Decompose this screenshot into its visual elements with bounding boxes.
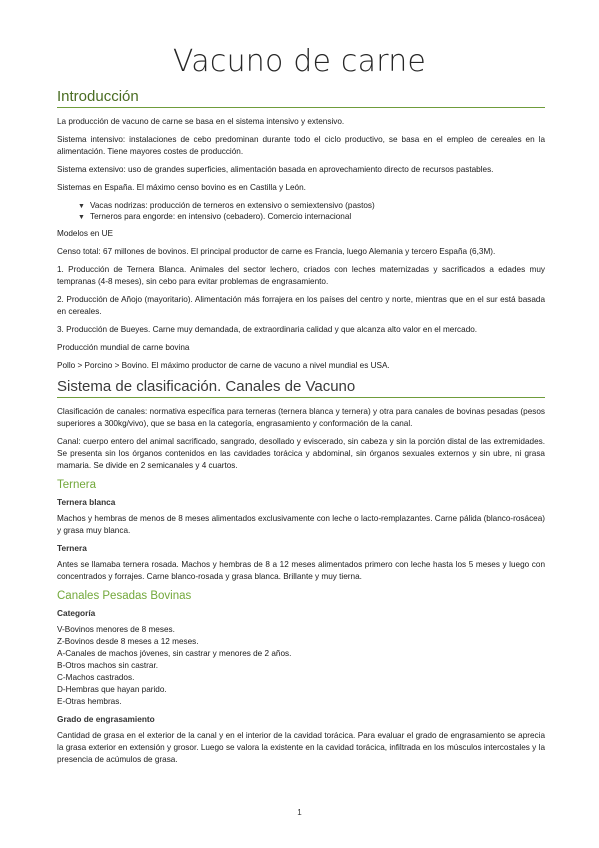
category-line: E-Otras hembras. (57, 697, 122, 706)
list-item-text: Terneros para engorde: en intensivo (cebadero). Comercio internacional (90, 212, 352, 221)
category-line: B-Otros machos sin castrar. (57, 661, 159, 670)
paragraph: Modelos en UE (57, 229, 113, 238)
paragraph: Censo total: 67 millones de bovinos. El principal productor de carne es Francia, luego Alemania y tercero España (6,3M). (57, 247, 496, 256)
document-body (57, 88, 545, 772)
subheading-ternera-blanca: Ternera blanca (57, 497, 116, 507)
category-line: Z-Bovinos desde 8 meses a 12 meses. (57, 637, 199, 646)
paragraph: Canal: cuerpo entero del animal sacrificado, sangrado, desollado y eviscerado, sin cabeza y sin la porción distal de las extremidades. Se presenta sin los órganos contenidos en las cavidades torácica y abdominal, sin órganos sexuales externos y sin ubre, ni grasa mamaria. Se divide en 2 semicanales y 4 cuartos. (57, 437, 545, 470)
paragraph: Pollo > Porcino > Bovino. El máximo productor de carne de vacuno a nivel mundial es USA. (57, 361, 390, 370)
subheading-categoria: Categoría (57, 608, 96, 618)
paragraph: Clasificación de canales: normativa específica para terneras (ternera blanca y ternera) y otra para canales de bovinas pesadas (pesos superiores a 300kg/vivo), que se basa en la categoría, engrasamiento y conformación de la canal. (57, 407, 545, 428)
paragraph: Antes se llamaba ternera rosada. Machos y hembras de 8 a 12 meses alimentados primero con leche hasta los 5 meses y luego con concentrados y forrajes. Carne blanco-rosada y grasa blanca. Brillante y muy tierna. (57, 560, 545, 581)
category-line: A-Canales de machos jóvenes, sin castrar y menores de 2 años. (57, 649, 292, 658)
page-number: 1 (297, 808, 302, 817)
paragraph: 1. Producción de Ternera Blanca. Animales del sector lechero, criados con leches maternizadas y sacrificados a edades muy tempranas (4-8 meses), sin cebo para evitar problemas de engrasamiento. (57, 265, 545, 286)
subheading-grado-engrasamiento: Grado de engrasamiento (57, 714, 155, 724)
category-line: D-Hembras que hayan parido. (57, 685, 167, 694)
paragraph: 3. Producción de Bueyes. Carne muy demandada, de extraordinaria calidad y que alcanza alto valor en el mercado. (57, 325, 478, 334)
paragraph: Sistema extensivo: uso de grandes superficies, alimentación basada en aprovechamiento directo de recursos pastables. (57, 165, 494, 174)
paragraph: La producción de vacuno de carne se basa en el sistema intensivo y extensivo. (57, 117, 345, 126)
paragraph: 2. Producción de Añojo (mayoritario). Alimentación más forrajera en los países del centro y norte, mientras que en el sur está basada en cereales. (57, 295, 545, 316)
paragraph: Cantidad de grasa en el exterior de la canal y en el interior de la cavidad torácica. Para evaluar el grado de engrasamiento se aprecia la grasa exterior en extensión y grosor. Luego se valora la existente en la cavidad torácica, infiltrada en los músculos intercostales y la presencia de acúmulos de grasa. (57, 731, 545, 764)
list-item (57, 211, 545, 222)
list-item (57, 200, 545, 211)
subheading-ternera: Ternera (57, 543, 87, 553)
heading-ternera: Ternera (57, 479, 96, 491)
paragraph: Machos y hembras de menos de 8 meses alimentados exclusivamente con leche o lacto-remplazantes. Carne pálida (blanco-rosácea) y grasa muy blanca. (57, 514, 545, 535)
document-title: Vacuno de carne (172, 44, 427, 79)
category-line: V-Bovinos menores de 8 meses. (57, 625, 175, 634)
heading-introduccion: Introducción (57, 88, 545, 108)
bullet-list (57, 200, 545, 222)
paragraph: Sistema intensivo: instalaciones de cebo predominan durante todo el ciclo productivo, se basa en el empleo de cereales en la alimentación. Tiene mayores costes de producción. (57, 135, 545, 156)
paragraph: Producción mundial de carne bovina (57, 343, 190, 352)
triangle-bullet-icon: ▼ (78, 214, 85, 221)
triangle-bullet-icon: ▼ (78, 203, 85, 210)
category-line: C-Machos castrados. (57, 673, 135, 682)
heading-canales-pesadas: Canales Pesadas Bovinas (57, 590, 192, 602)
heading-sistema-clasificacion: Sistema de clasificación. Canales de Vacuno (57, 378, 545, 398)
paragraph: Sistemas en España. El máximo censo bovino es en Castilla y León. (57, 183, 306, 192)
list-item-text: Vacas nodrizas: producción de terneros en extensivo o semiextensivo (pastos) (90, 201, 375, 210)
